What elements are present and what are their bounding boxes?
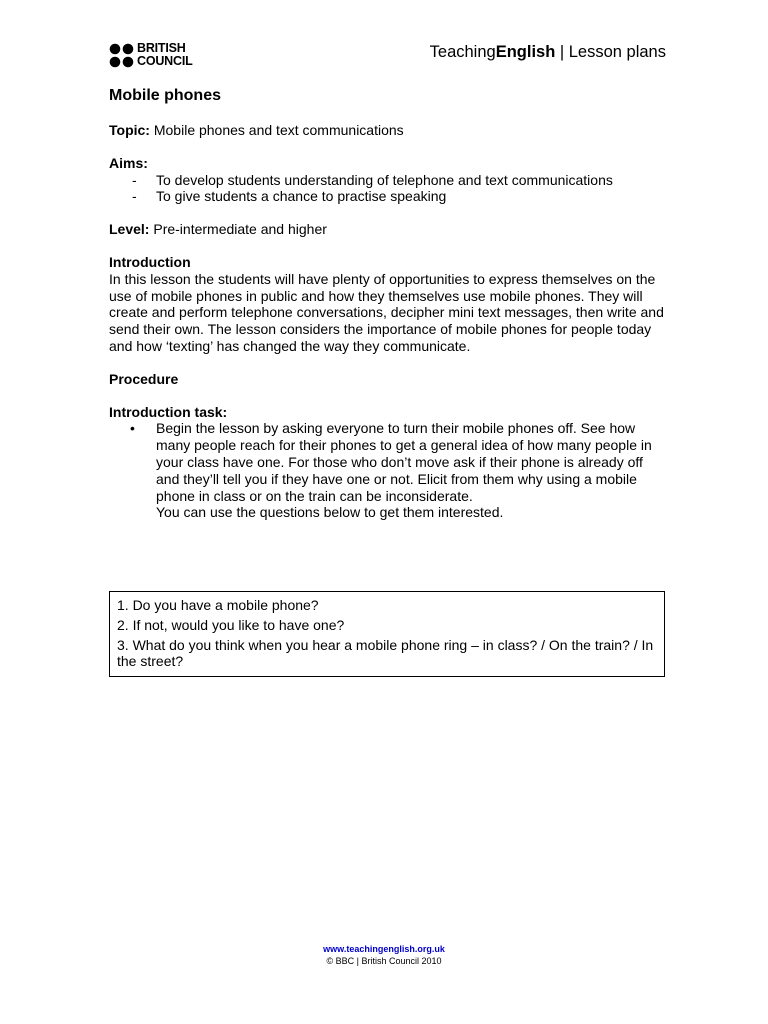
question-item: 3. What do you think when you hear a mobile phone ring – in class? / On the train? / In the street? [117, 636, 654, 670]
intro-task-heading: Introduction task: [109, 403, 228, 420]
footer-copyright: © BBC | British Council 2010 [326, 956, 442, 966]
aims-heading: Aims: [109, 154, 148, 171]
list-item [109, 172, 669, 189]
page-footer [0, 943, 768, 967]
bullet-marker: • [130, 420, 135, 437]
brand-suffix: | Lesson plans [555, 43, 666, 61]
list-item [109, 188, 669, 205]
questions-box [109, 591, 665, 677]
question-item: 1. Do you have a mobile phone? [117, 597, 319, 613]
level-value: Pre-intermediate and higher [149, 221, 327, 238]
logo-line-1: BRITISH [137, 41, 186, 55]
brand-title [430, 43, 666, 62]
logo-dots-icon [109, 43, 135, 69]
aims-list [109, 172, 669, 206]
introduction-text: In this lesson the students will have plenty of opportunities to express themselves on the use of mobile phones in public and how they themselves use mobile phones. They will create and perform telephone conversations, decipher mini text messages, then write and send their own. The lesson considers the importance of mobile phones for people today and how ‘texting’ has changed the way they communicate. [109, 270, 664, 354]
british-council-logo [109, 41, 219, 69]
level-line [109, 221, 669, 238]
intro-task-note: You can use the questions below to get them interested. [156, 504, 504, 521]
topic-value: Mobile phones and text communications [149, 122, 404, 138]
page-header [109, 41, 666, 71]
document-body [109, 86, 669, 521]
intro-task-text: Begin the lesson by asking everyone to turn their mobile phones off. See how many people reach for their phones to get a general idea of how many people in your class have one. For those who don’t move ask if their phone is already off and they’ll tell you if they have one or not. Elicit from them why using a mobile phone in class or on the train can be inconsiderate. [156, 420, 652, 504]
logo-line-2: COUNCIL [137, 53, 193, 68]
question-item: 2. If not, would you like to have one? [117, 616, 345, 633]
level-label: Level: [109, 221, 150, 238]
footer-url-link[interactable]: www.teachingenglish.org.uk [323, 944, 445, 954]
procedure-heading: Procedure [109, 370, 179, 387]
aim-text: To give students a chance to practise speaking [156, 188, 447, 205]
list-item [109, 420, 669, 504]
topic-label: Topic: [109, 122, 150, 138]
introduction-heading: Introduction [109, 253, 191, 270]
dash-marker: - [132, 188, 137, 205]
brand-bold: English [495, 43, 556, 61]
intro-task-list [109, 420, 669, 504]
logo-text [137, 42, 193, 67]
aim-text: To develop students understanding of telephone and text communications [156, 171, 613, 188]
dash-marker: - [132, 171, 137, 188]
brand-prefix: Teaching [429, 43, 496, 61]
page-title: Mobile phones [109, 87, 221, 104]
topic-line [109, 122, 669, 139]
